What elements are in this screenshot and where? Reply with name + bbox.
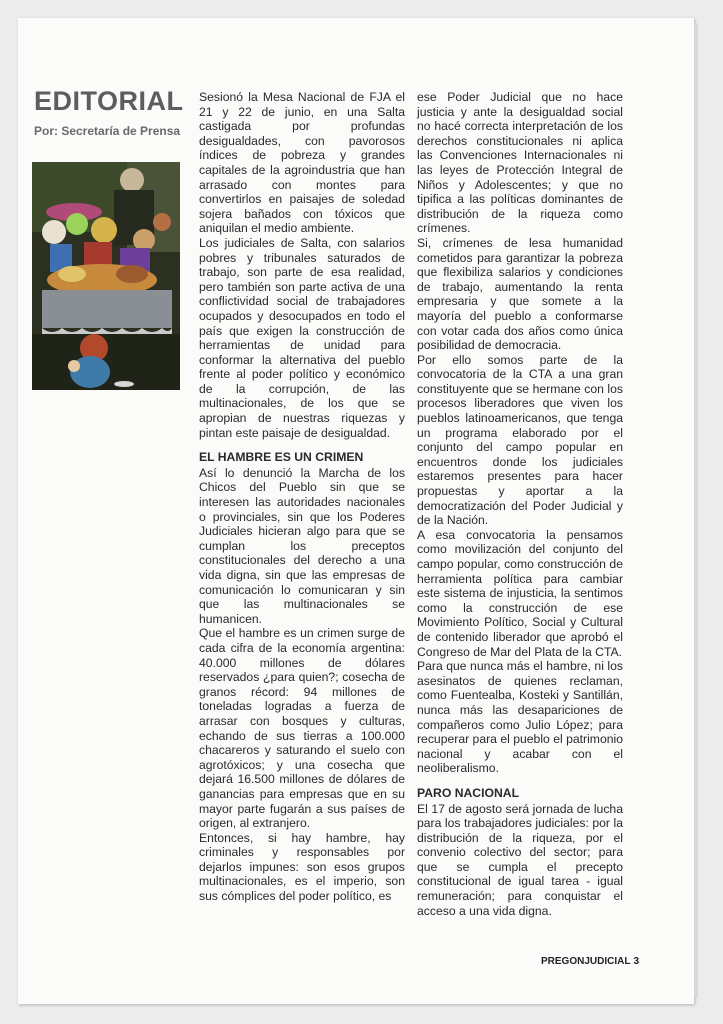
paragraph: ese Poder Judicial que no hace justicia y ante la desigualdad social no hacé correcta interpretación de los derechos constitucionales ni aplica las Convenciones Internacionales ni las leyes de Protección Integral de Niños y Adolescentes; y que no tipifica a las políticas dominantes de distribución de la riqueza como crímenes. — [417, 90, 623, 236]
byline: Por: Secretaría de Prensa — [34, 124, 181, 138]
paragraph: Entonces, si hay hambre, hay criminales y responsables por dejarlos impunes: son esos grupos multinacionales, es el imperio, son sus cómplices del poder político, es — [199, 830, 405, 904]
subheading-hambre: EL HAMBRE ES UN CRIMEN — [199, 450, 364, 465]
page-edge — [694, 24, 698, 998]
paragraph: Los judiciales de Salta, con salarios pobres y tribunales saturados de trabajo, son parte de esa realidad, pero también son parte activa de una conflictividad social de trabajadores ocupados y desocupados en todo el país que exigen la construcción de herramientas de unidad para conformar la alternativa del pueblo frente al poder político y económico de la corrupción, de las multinacionales, de los que se apropian de nuestras riquezas y pintan este paisaje de desigualdad. — [199, 235, 405, 440]
paragraph: Sesionó la Mesa Nacional de FJA el 21 y 22 de junio, en una Salta castigada por profundas desigualdades, con pavorosos índices de pobreza y grandes capitales de la agroindustria que han arrasado con montes para convertirlos en paisajes de soledad sojera bañados con tóxicos que aniquilan el medio ambiente. — [199, 90, 405, 236]
section-title: EDITORIAL — [34, 86, 184, 116]
paragraph: Por ello somos parte de la convocatoria de la CTA a una gran constituyente que se hermane con los procesos liberadores que viven los pueblos latinoamericanos, que tenga un programa elaborado por el conjunto del campo popular en encuentros donde los judiciales estaremos presentes para hacer propuestas y aportar a la democratización del Poder Judicial y de la Nación. — [417, 352, 623, 528]
paragraph: A esa convocatoria la pensamos como movilización del conjunto del campo popular, como construcción de herramienta política para cambiar este sistema de injusticia, la sentimos como la construcción de ese Movimiento Político, Social y Cultural de contenido liberador que aprobó el Congreso de Mar del Plata de la CTA. — [417, 527, 623, 659]
article-column-1 — [199, 90, 405, 904]
paragraph: Para que nunca más el hambre, ni los asesinatos de quienes reclaman, como Fuentealba, Kosteki y Santillán, nunca más las desapariciones de compañeros como Julio López; para recuperar para el pueblo el patrimonio nacional y acabar con el neoliberalismo. — [417, 659, 623, 776]
painting-banquet-image — [32, 162, 180, 390]
publication-name: PREGONJUDICIAL — [541, 956, 631, 967]
paragraph: El 17 de agosto será jornada de lucha para los trabajadores judiciales: por la distribución de la riqueza, por el convenio colectivo del sector; para que se cumpla el precepto constitucional de igual tarea - igual remuneración; para conquistar el acceso a una vida digna. — [417, 801, 623, 918]
subheading-paro: PARO NACIONAL — [417, 785, 520, 800]
painting-illustration-icon — [32, 162, 180, 390]
article-column-2 — [417, 90, 623, 918]
page-footer — [541, 956, 639, 967]
paragraph: Si, crímenes de lesa humanidad cometidos para garantizar la pobreza que flexibiliza salarios y condiciones de trabajo, aumentando la renta empresaria y que somete a la mayoría del pueblo a conformarse con votar cada dos años como única posibilidad de democracia. — [417, 235, 623, 353]
paragraph: Así lo denunció la Marcha de los Chicos del Pueblo sin que se interesen las autoridades nacionales o provinciales, sin que los Poderes Judiciales hicieran algo para que se cumplan los preceptos constitucionales del derecho a una vida digna, sin que las empresas de comunicación lo comunicaran y sin que las multinacionales se humanicen. — [199, 465, 405, 626]
page-number: 3 — [633, 956, 640, 967]
paragraph: Que el hambre es un crimen surge de cada cifra de la economía argentina: 40.000 millones de dólares reservados ¿para quien?; cosecha de granos récord: 94 millones de toneladas logradas a fuerza de arrasar con bosques y culturas, echando de sus tierras a 100.000 chacareros y saturando el suelo con agrotóxicos; y una cosecha que dejará 16.500 millones de dólares de ganancias para empresas que en su mayor parte fugarán a sus países de origen, al extranjero. — [199, 626, 405, 831]
